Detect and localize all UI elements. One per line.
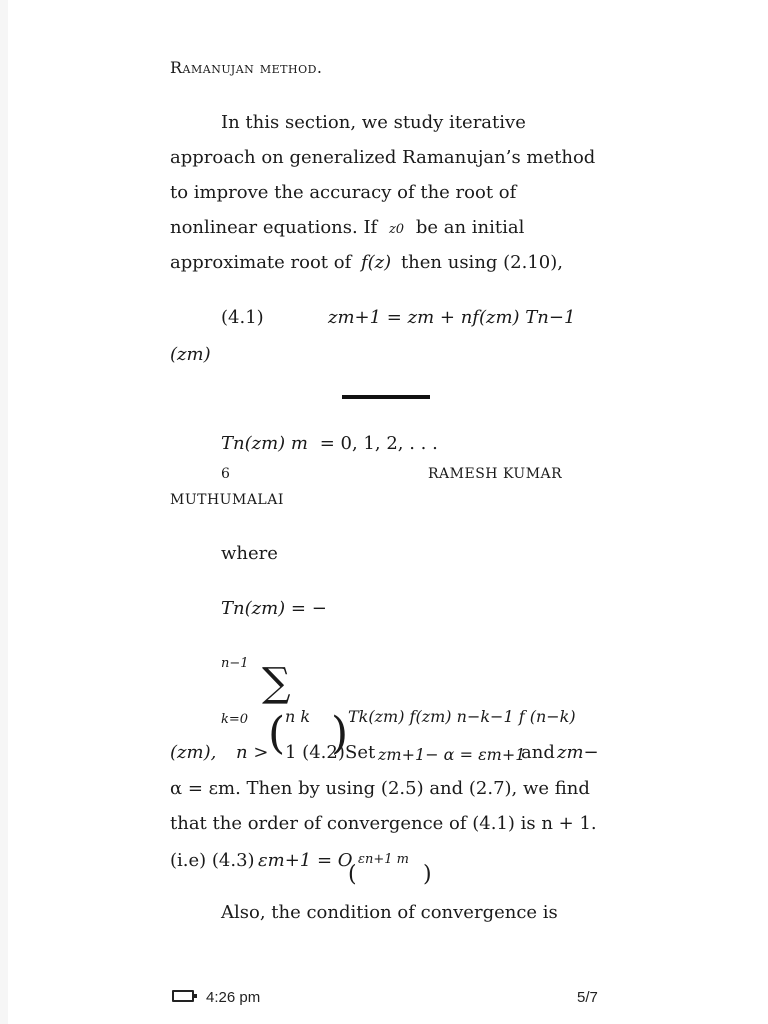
left-paren: ( <box>268 708 286 759</box>
summation-sign: ∑ <box>262 660 291 706</box>
tn-zm-m: Tn(zm) m <box>221 433 308 454</box>
para1-line5-a: approximate root of <box>170 252 352 273</box>
para2-line1 <box>170 742 216 763</box>
sum-lower-limit: k=0 <box>221 712 249 727</box>
order-expression: εm+1 = O <box>258 850 353 871</box>
tn-definition: Tn(zm) = − <box>221 598 327 619</box>
para1-line1: In this section, we study iterative <box>221 112 526 133</box>
right-paren: ) <box>331 708 349 759</box>
para1-line4-b: be an initial <box>415 217 525 238</box>
status-time: 4:26 pm <box>206 989 261 1006</box>
sum-upper-limit: n−1 <box>221 656 249 671</box>
para1-line4 <box>170 217 524 238</box>
page-indicator[interactable]: 5/7 <box>577 989 598 1006</box>
var-fz: f(z) <box>361 252 392 273</box>
set-word: Set <box>345 742 376 763</box>
m-range: = 0, 1, 2, . . . <box>319 433 438 454</box>
equation-4-1b <box>221 433 438 454</box>
order-superscript: εn+1 m <box>358 852 409 867</box>
eq-4-2-label: 1 (4.2) <box>285 742 345 763</box>
para2-line4-a: (i.e) (4.3) <box>170 850 255 871</box>
para1-line3: to improve the accuracy of the root of <box>170 182 517 203</box>
battery-icon <box>172 990 194 1002</box>
n-greater: n > <box>236 742 269 763</box>
para1-line5 <box>170 252 563 273</box>
running-author-cont: MUTHUMALAI <box>170 492 284 508</box>
equation-4-1-body: zm+1 = zm + nf(zm) Tn−1 <box>328 307 576 328</box>
para2-line3: that the order of convergence of (4.1) is n + 1. <box>170 813 597 834</box>
zm-minus: zm− <box>557 742 599 763</box>
var-z0: z0 <box>388 222 405 237</box>
para2-line5: Also, the condition of convergence is <box>221 902 558 923</box>
where-text: where <box>221 543 278 564</box>
running-author: RAMESH KUMAR <box>428 466 563 482</box>
order-left-paren: ( <box>348 862 357 887</box>
para1-line2: approach on generalized Ramanujan’s method <box>170 147 596 168</box>
equation-4-1-continuation: (zm) <box>170 344 211 365</box>
and-word: and <box>521 742 555 763</box>
zm-arg: (zm), <box>170 742 217 763</box>
set-expression: zm+1− α = εm+1 <box>378 745 526 764</box>
order-right-paren: ) <box>423 862 432 887</box>
para2-line2: α = εm. Then by using (2.5) and (2.7), we find <box>170 778 590 799</box>
summation-term: Tk(zm) f(zm) n−k−1 f (n−k) <box>348 707 576 726</box>
running-page-number: 6 <box>221 466 230 482</box>
section-heading: Ramanujan method. <box>170 58 323 77</box>
page-edge <box>0 0 8 1024</box>
para1-line5-b: then using (2.10), <box>400 252 563 273</box>
binomial-nk: n k <box>285 707 311 726</box>
fraction-rule <box>342 395 430 399</box>
equation-number-4-1: (4.1) <box>221 307 264 328</box>
para1-line4-a: nonlinear equations. If <box>170 217 378 238</box>
